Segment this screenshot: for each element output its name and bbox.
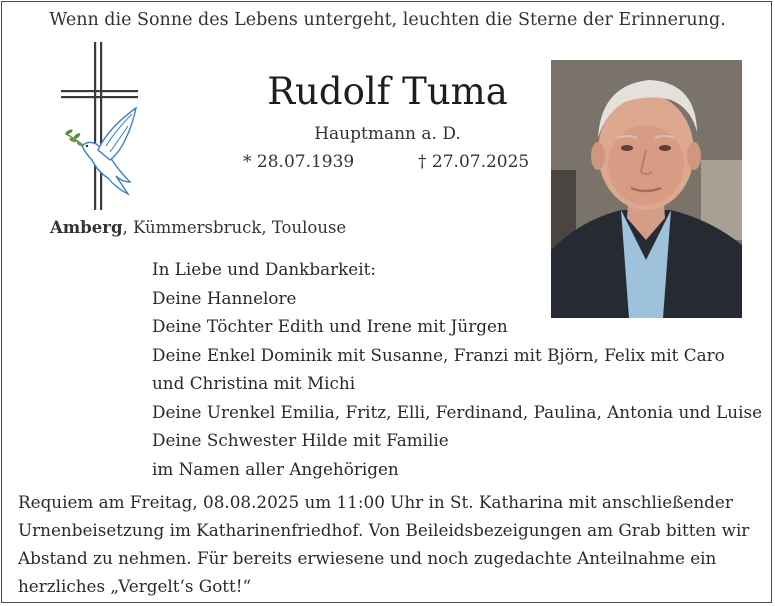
deceased-name: Rudolf Tuma [267,70,508,113]
requiem-line: Abstand zu nehmen. Für bereits erwiesene und noch zugedachte Anteilnahme ein [18,548,717,568]
place-main: Amberg [50,218,123,237]
mourner-line: im Namen aller Angehörigen [152,458,399,479]
mourners-list [152,255,762,483]
requiem-notice [18,488,763,600]
deceased-title: Hauptmann a. D. [314,124,461,144]
mourner-line: Deine Hannelore [152,287,297,308]
death-date: † 27.07.2025 [418,152,530,172]
mourner-line: Deine Enkel Dominik mit Susanne, Franzi mit Björn, Felix mit Caro [152,344,725,365]
mourner-line: Deine Urenkel Emilia, Fritz, Elli, Ferdinand, Paulina, Antonia und Luise [152,401,762,422]
places [50,218,346,237]
birth-date: * 28.07.1939 [243,152,355,172]
mourner-line: Deine Töchter Edith und Irene mit Jürgen [152,316,508,336]
life-dates [243,152,543,172]
motto: Wenn die Sonne des Lebens untergeht, leuchten die Sterne der Erinnerung. [49,10,726,30]
requiem-line: Requiem am Freitag, 08.08.2025 um 11:00 Uhr in St. Katharina mit anschließender [18,492,733,512]
place-others: , Kümmersbruck, Toulouse [122,218,347,237]
mourner-line: und Christina mit Michi [152,373,356,393]
mourner-line: In Liebe und Dankbarkeit: [152,259,376,279]
cross-dove-icon [58,42,148,212]
requiem-line: herzliches „Vergelt‘s Gott!“ [18,576,252,596]
mourner-line: Deine Schwester Hilde mit Familie [152,430,449,450]
requiem-line: Urnenbeisetzung im Katharinenfriedhof. Von Beileidsbezeigungen am Grab bitten wir [18,520,750,540]
